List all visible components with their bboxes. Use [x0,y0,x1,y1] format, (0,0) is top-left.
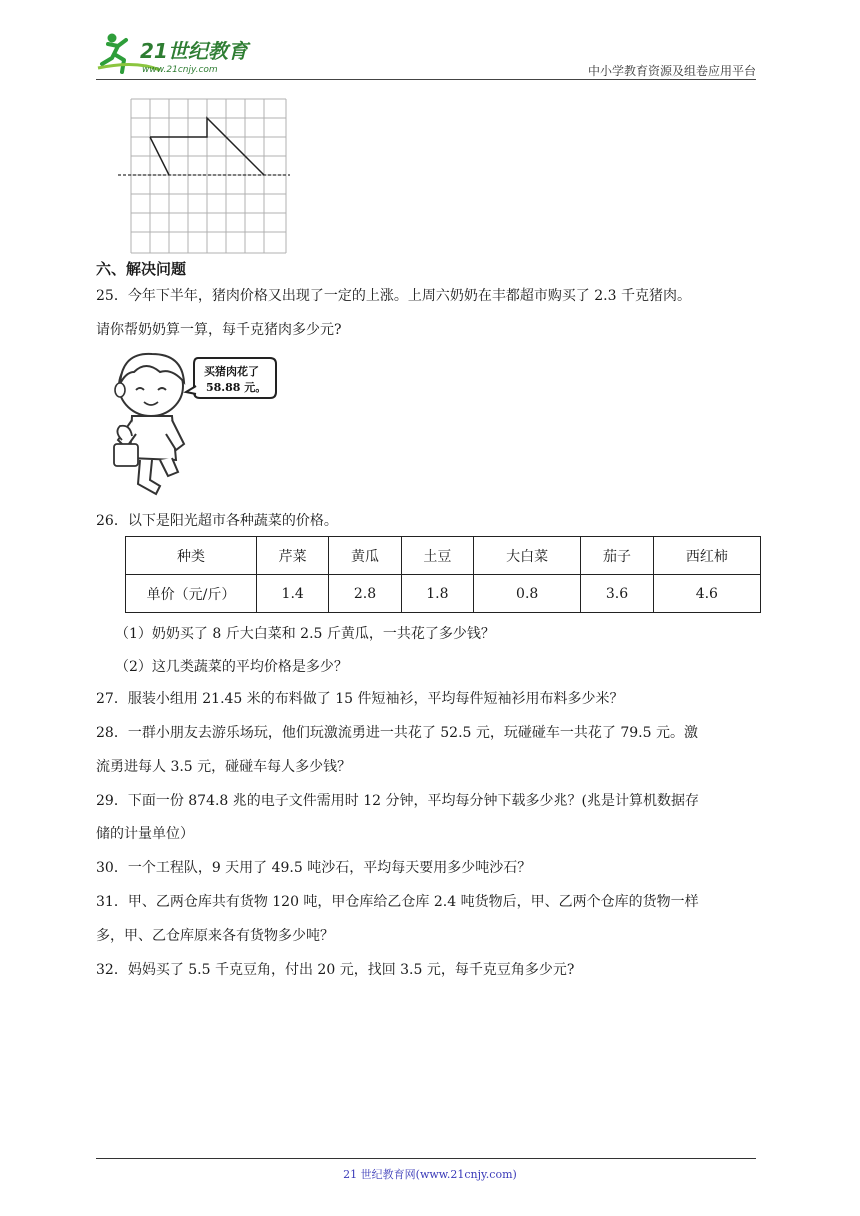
table-cell: 单价（元/斤） [126,575,257,613]
footer-link[interactable]: 21 世纪教育网(www.21cnjy.com) [343,1168,517,1181]
question-27 [96,690,764,708]
table-cell: 芹菜 [257,537,329,575]
page-header [96,28,756,80]
grid-figure [114,97,294,257]
table-cell: 3.6 [581,575,653,613]
question-29 [96,792,764,810]
table-cell: 1.8 [401,575,473,613]
question-29-line1: 29．下面一份 874.8 兆的电子文件需用时 12 分钟，平均每分钟下载多少兆？(兆是计算机数据存 [96,793,699,809]
question-30 [96,859,764,877]
table-cell: 大白菜 [474,537,581,575]
table-cell: 4.6 [653,575,760,613]
footer-divider [96,1158,756,1159]
question-25 [96,287,764,305]
question-29-cont [96,825,764,843]
question-31 [96,893,764,911]
question-26 [96,512,764,530]
table-cell: 土豆 [401,537,473,575]
logo-url: www.21cnjy.com [142,65,218,75]
table-cell: 西红柿 [653,537,760,575]
question-32-line1: 32．妈妈买了 5.5 千克豆角，付出 20 元，找回 3.5 元，每千克豆角多少元? [96,962,575,978]
table-cell: 2.8 [329,575,401,613]
table-cell: 黄瓜 [329,537,401,575]
question-31-line1: 31．甲、乙两仓库共有货物 120 吨，甲仓库给乙仓库 2.4 吨货物后，甲、乙两个仓库的货物一样 [96,894,699,910]
question-27-line1: 27．服装小组用 21.45 米的布料做了 15 件短袖衫，平均每件短袖衫用布料多少米？ [96,691,624,707]
question-28-line1: 28．一群小朋友去游乐场玩，他们玩激流勇进一共花了 52.5 元，玩碰碰车一共花了 79.5 元。激 [96,725,698,741]
question-25-line1: 25．今年下半年，猪肉价格又出现了一定的上涨。上周六奶奶在丰都超市购买了 2.3 千克猪肉。 [96,288,691,304]
table-cell: 种类 [126,537,257,575]
logo-runner-icon [96,30,266,76]
table-cell: 茄子 [581,537,653,575]
table-row [126,537,761,575]
question-25-line2: 请你帮奶奶算一算，每千克猪肉多少元? [96,322,342,338]
platform-label: 中小学教育资源及组卷应用平台 [587,64,756,78]
table-cell: 0.8 [474,575,581,613]
table-cell: 1.4 [257,575,329,613]
question-31-cont [96,927,764,945]
question-30-line1: 30．一个工程队，9 天用了 49.5 吨沙石，平均每天要用多少吨沙石？ [96,860,532,876]
question-25-cont [96,321,764,339]
question-28-cont [96,758,764,776]
question-31-line2: 多，甲、乙仓库原来各有货物多少吨？ [96,928,334,944]
bubble-line1: 买猪肉花了 [204,365,259,378]
question-28 [96,724,764,742]
question-28-line2: 流勇进每人 3.5 元，碰碰车每人多少钱？ [96,759,352,775]
question-32 [96,961,764,979]
question-29-line2: 储的计量单位） [96,826,194,842]
header-divider [96,79,756,80]
price-table [125,536,761,613]
logo-text: 21世纪教育 [140,39,248,63]
table-row [126,575,761,613]
question-26-sub1: （1）奶奶买了 8 斤大白菜和 2.5 斤黄瓜，一共花了多少钱？ [115,626,495,642]
logo [96,30,266,76]
girl-illustration [106,348,296,500]
bubble-line2: 58.88 元。 [206,381,267,394]
section-title: 六、解决问题 [96,260,187,278]
question-26-intro: 26．以下是阳光超市各种蔬菜的价格。 [96,513,338,529]
question-26-sub2: （2）这几类蔬菜的平均价格是多少？ [115,659,348,675]
